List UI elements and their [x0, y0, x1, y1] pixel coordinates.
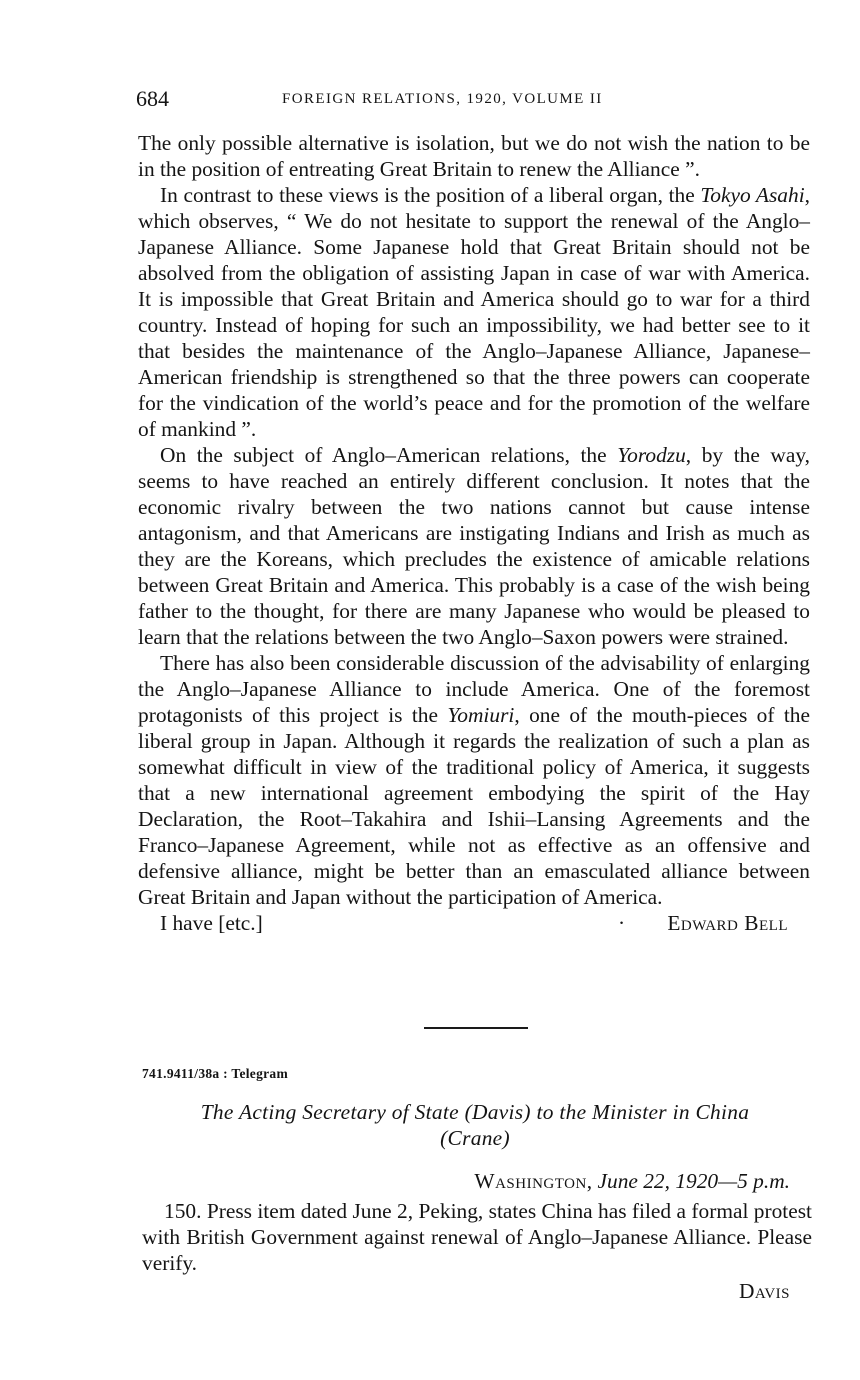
newspaper-name-yorodzu: Yorodzu — [617, 443, 686, 467]
page-number: 684 — [136, 86, 169, 111]
closing-formula: I have [etc.] — [160, 911, 263, 935]
dateline-date: June 22, 1920—5 p.m. — [597, 1169, 790, 1193]
telegram-body: 150. Press item dated June 2, Peking, states China has filed a formal protest with British Government against renewal of Anglo–Japanese Alliance. Please verify. — [142, 1199, 812, 1275]
dateline — [474, 1169, 790, 1194]
newspaper-name-tokyo-asahi: Tokyo Asahi — [700, 183, 805, 207]
paragraph-4-rest: , one of the mouth-pieces of the liberal group in Japan. Although it regards the realization of such a plan as somewhat difficult in view of the traditional policy of America, it suggests that a new international agreement embodying the spirit of the Hay Declaration, the Root–Takahira and Ishii–Lansing Agreements and the Franco–Japanese Agreement, while not as effective as an offensive and defensive alliance, might be better than an emasculated alliance between Great Britain and Japan without the participation of America. — [138, 703, 810, 909]
page-header — [136, 86, 812, 114]
file-reference: 741.9411/38a : Telegram — [142, 1066, 289, 1081]
closing-line — [138, 910, 810, 936]
paragraph-2-lead: In contrast to these views is the position of a liberal organ, the — [160, 183, 701, 207]
paragraph-3 — [138, 442, 810, 650]
telegram-signature: Davis — [738, 1279, 790, 1303]
paragraph-3-lead: On the subject of Anglo–American relations, the — [160, 443, 618, 467]
paragraph-1: The only possible alternative is isolation, but we do not wish the nation to be in the position of entreating Great Britain to renew the Alliance ”. — [138, 131, 810, 181]
running-head: FOREIGN RELATIONS, 1920, VOLUME II — [282, 91, 603, 107]
letter-signature: Edward Bell — [667, 911, 788, 935]
paragraph-4-lead: There has also been considerable discussion of the advisability of enlarging the Anglo–Japanese Alliance to include America. One of the foremost protagonists of this project is the — [138, 651, 810, 727]
stray-dot: · — [618, 911, 626, 935]
document-title — [138, 1099, 812, 1151]
paragraph-4 — [138, 650, 810, 910]
section-divider — [424, 1027, 528, 1029]
document-title-line-1: The Acting Secretary of State (Davis) to the Minister in China — [200, 1100, 750, 1124]
paragraph-3-rest: , by the way, seems to have reached an entirely different conclusion. It notes that the economic rivalry between the two nations cannot but cause intense antagonism, and that Americans are instigating Indians and Irish as much as they are the Koreans, which precludes the existence of amicable relations between Great Britain and America. This probably is a case of the wish being father to the thought, for there are many Japanese who would be pleased to learn that the relations between the two Anglo–Saxon powers were strained. — [138, 443, 811, 649]
letter-body — [138, 130, 810, 936]
paragraph-2-rest: , which observes, “ We do not hesitate to support the renewal of the Anglo–Japanese Alliance. Some Japanese hold that Great Britain should not be absolved from the obligation of assisting Japan in case of war with America. It is impossible that Great Britain and America should go to war for a third country. Instead of hoping for such an impossibility, we had better see to it that besides the maintenance of the Anglo–Japanese Alliance, Japanese–American friendship is strengthened so that the three powers can cooperate for the vindication of the world’s peace and for the promotion of the welfare of mankind ”. — [138, 183, 811, 441]
dateline-comma: , — [586, 1169, 598, 1193]
newspaper-name-yomiuri: Yomiuri — [447, 703, 515, 727]
paragraph-2 — [138, 182, 810, 442]
document-title-line-2: (Crane) — [440, 1126, 510, 1150]
dateline-place: Washington — [474, 1169, 587, 1193]
